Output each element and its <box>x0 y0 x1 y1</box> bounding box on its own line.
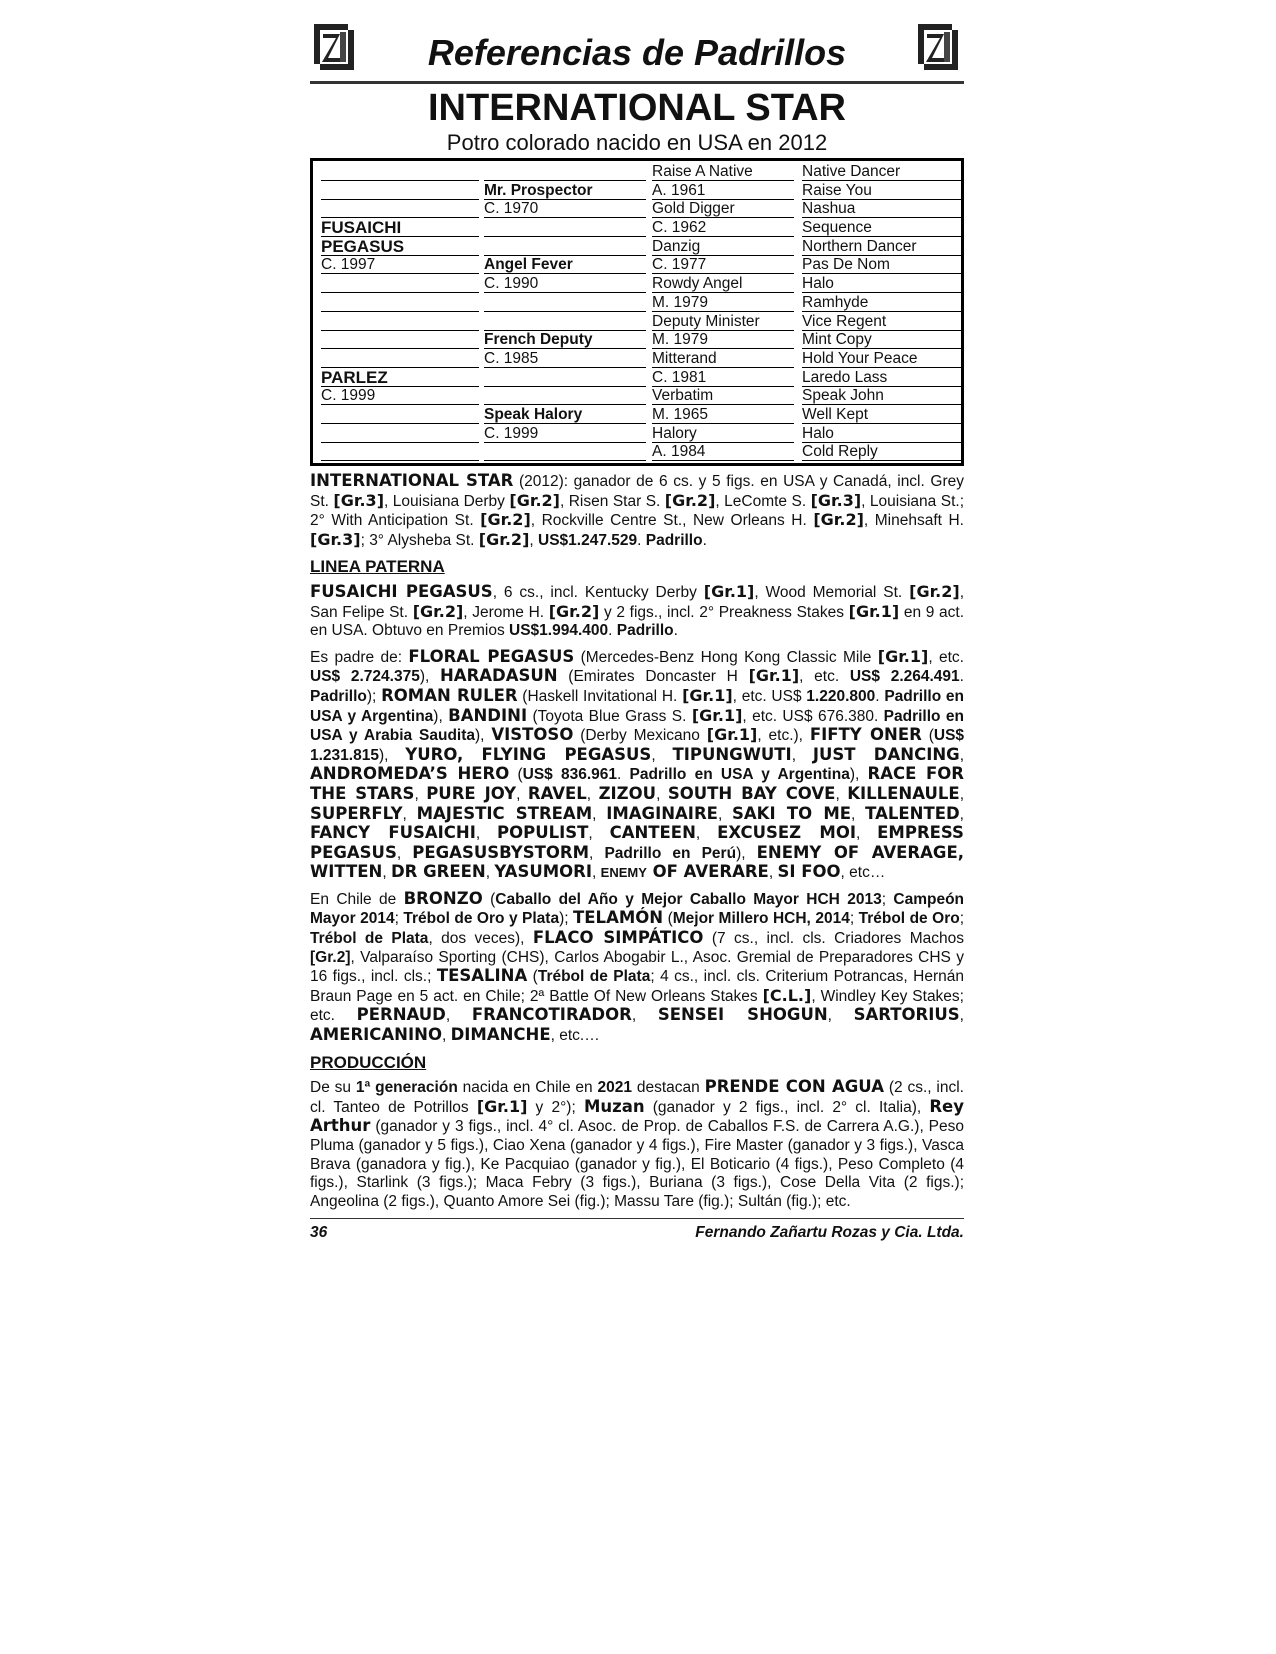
pedigree-cell-c2 <box>484 294 646 312</box>
chile-paragraph: En Chile de BRONZO (Caballo del Año y Mejor Caballo Mayor HCH 2013; Campeón Mayor 2014; Trébol de Oro y Plata); TELAMÓN (Mejor Millero HCH, 2014; Trébol de Oro; Trébol de Plata, dos veces), FLACO SIMPÁTICO (7 cs., incl. cls. Criadores Machos [Gr.2], Valparaíso Sporting (CHS), Carlos Abogabir L., Asoc. Gremial de Preparadores CHS y 16 figs., incl. cls.; TESALINA (Trébol de Plata; 4 cs., incl. cls. Criterium Potrancas, Hernán Braun Page en 5 act. en Chile; 2ª Battle Of New Orleans Stakes [C.L.], Windley Key Stakes; etc. PERNAUD, FRANCOTIRADOR, SENSEI SHOGUN, SARTORIUS, AMERICANINO, DIMANCHE, etc.… <box>310 888 965 1045</box>
pedigree-cell-c3: A. 1961 <box>652 182 794 200</box>
produce-paragraph: Es padre de: FLORAL PEGASUS (Mercedes-Benz Hong Kong Classic Mile [Gr.1], etc. US$ 2.724.375), HARADASUN (Emirates Doncaster H [Gr.1], etc. US$ 2.264.491. Padrillo); ROMAN RULER (Haskell Invitational H. [Gr.1], etc. US$ 1.220.800. Padrillo en USA y Argentina), BANDINI (Toyota Blue Grass S. [Gr.1], etc. US$ 676.380. Padrillo en USA y Arabia Saudita), VISTOSO (Derby Mexicano [Gr.1], etc.), FIFTY ONER (US$ 1.231.815), YURO, FLYING PEGASUS, TIPUNGWUTI, JUST DANCING, ANDROMEDA’S HERO (US$ 836.961. Padrillo en USA y Argentina), RACE FOR THE STARS, PURE JOY, RAVEL, ZIZOU, SOUTH BAY COVE, KILLENAULE, SUPERFLY, MAJESTIC STREAM, IMAGINAIRE, SAKI TO ME, TALENTED, FANCY FUSAICHI, POPULIST, CANTEEN, EXCUSEZ MOI, EMPRESS PEGASUS, PEGASUSBYSTORM, Padrillo en Perú), ENEMY OF AVERAGE, WITTEN, DR GREEN, YASUMORI, ENEMY OF AVERARE, SI FOO, etc… <box>310 646 965 882</box>
pedigree-cell-c2 <box>484 238 646 256</box>
pedigree-cell-c4: Halo <box>802 275 962 293</box>
pedigree-cell-c1 <box>321 443 479 461</box>
fz-logo-icon <box>914 22 964 74</box>
pedigree-cell-c1: C. 1997 <box>321 256 479 274</box>
pedigree-row <box>321 238 961 257</box>
pedigree-cell-c3: A. 1984 <box>652 443 794 461</box>
pedigree-cell-c1 <box>321 313 479 331</box>
pedigree-cell-c2 <box>484 313 646 331</box>
pedigree-cell-c4: Raise You <box>802 182 962 200</box>
pedigree-cell-c4: Speak John <box>802 387 962 405</box>
section-title-produccion: PRODUCCIÓN <box>310 1052 427 1072</box>
pedigree-row <box>321 219 961 238</box>
pedigree-cell-c2: C. 1970 <box>484 200 646 218</box>
page-footer <box>310 1224 964 1242</box>
pedigree-cell-c2 <box>484 369 646 387</box>
pedigree-cell-c4: Mint Copy <box>802 331 962 349</box>
sire-paragraph: FUSAICHI PEGASUS, 6 cs., incl. Kentucky Derby [Gr.1], Wood Memorial St. [Gr.2], San Felipe St. [Gr.2], Jerome H. [Gr.2] y 2 figs., incl. 2° Preakness Stakes [Gr.1] en 9 act. en USA. Obtuvo en Premios US$1.994.400. Padrillo. <box>310 581 965 640</box>
pedigree-cell-c1 <box>321 294 479 312</box>
page-number: 36 <box>310 1224 328 1242</box>
pedigree-cell-c4: Vice Regent <box>802 313 962 331</box>
pedigree-cell-c2: Mr. Prospector <box>484 182 646 200</box>
pedigree-cell-c4: Cold Reply <box>802 443 962 461</box>
pedigree-cell-c2: C. 1990 <box>484 275 646 293</box>
pedigree-cell-c3: C. 1981 <box>652 369 794 387</box>
pedigree-cell-c3: Raise A Native <box>652 163 794 181</box>
company-name: Fernando Zañartu Rozas y Cia. Ltda. <box>695 1224 964 1242</box>
pedigree-cell-c1: PEGASUS <box>321 238 479 256</box>
pedigree-cell-c4: Hold Your Peace <box>802 350 962 368</box>
pedigree-cell-c3: C. 1977 <box>652 256 794 274</box>
horse-subtitle: Potro colorado nacido en USA en 2012 <box>446 130 828 155</box>
pedigree-cell-c1 <box>321 425 479 443</box>
pedigree-cell-c1: FUSAICHI <box>321 219 479 237</box>
pedigree-cell-c1: C. 1999 <box>321 387 479 405</box>
pedigree-cell-c3: M. 1979 <box>652 294 794 312</box>
header-title: Referencias de Padrillos <box>427 32 847 73</box>
pedigree-cell-c2: C. 1985 <box>484 350 646 368</box>
pedigree-cell-c3: Halory <box>652 425 794 443</box>
pedigree-cell-c1 <box>321 350 479 368</box>
pedigree-row <box>321 369 961 388</box>
intro-paragraph: INTERNATIONAL STAR (2012): ganador de 6 cs. y 5 figs. en USA y Canadá, incl. Grey St. [Gr.3], Louisiana Derby [Gr.2], Risen Star S. [Gr.2], LeComte S. [Gr.3], Louisiana St.; 2° With Anticipation St. [Gr.2], Rockville Centre St., New Orleans H. [Gr.2], Minehsaft H. [Gr.3]; 3° Alysheba St. [Gr.2], US$1.247.529. Padrillo. <box>310 471 965 549</box>
pedigree-cell-c2: C. 1999 <box>484 425 646 443</box>
pedigree-cell-c3: Rowdy Angel <box>652 275 794 293</box>
pedigree-cell-c3: Danzig <box>652 238 794 256</box>
pedigree-row <box>321 443 961 462</box>
pedigree-row <box>321 275 961 294</box>
page <box>310 22 964 1242</box>
horse-name: INTERNATIONAL STAR <box>428 87 846 129</box>
pedigree-cell-c3: C. 1962 <box>652 219 794 237</box>
pedigree-cell-c4: Sequence <box>802 219 962 237</box>
pedigree-cell-c2 <box>484 163 646 181</box>
pedigree-row <box>321 350 961 369</box>
pedigree-row <box>321 256 961 275</box>
pedigree-cell-c3: Mitterand <box>652 350 794 368</box>
page-header <box>310 22 964 82</box>
pedigree-cell-c2: French Deputy <box>484 331 646 349</box>
header-rule <box>310 81 964 84</box>
pedigree-row <box>321 182 961 201</box>
pedigree-row <box>321 294 961 313</box>
pedigree-cell-c4: Native Dancer <box>802 163 962 181</box>
pedigree-cell-c2: Angel Fever <box>484 256 646 274</box>
pedigree-cell-c4: Ramhyde <box>802 294 962 312</box>
pedigree-cell-c4: Halo <box>802 425 962 443</box>
pedigree-cell-c1: PARLEZ <box>321 369 479 387</box>
pedigree-cell-c3: Gold Digger <box>652 200 794 218</box>
pedigree-cell-c2 <box>484 443 646 461</box>
pedigree-row <box>321 331 961 350</box>
section-title-linea-paterna: LINEA PATERNA <box>310 557 445 577</box>
pedigree-cell-c3: Verbatim <box>652 387 794 405</box>
pedigree-cell-c1 <box>321 406 479 424</box>
horse-name-inline: INTERNATIONAL STAR <box>310 471 514 490</box>
production-paragraph: De su 1ª generación nacida en Chile en 2021 destacan PRENDE CON AGUA (2 cs., incl. cl. Tanteo de Potrillos [Gr.1] y 2°); Muzan (ganador y 2 figs., incl. 2° cl. Italia), Rey Arthur (ganador y 3 figs., incl. 4° cl. Asoc. de Prop. de Caballos F.S. de Carrera A.G.), Peso Pluma (ganador y 5 figs.), Ciao Xena (ganador y 4 figs.), Fire Master (ganador y 3 figs.), Vasca Brava (ganadora y fig.), Ke Pacquiao (ganador y fig.), El Boticario (4 figs.), Peso Completo (4 figs.), Starlink (3 figs.); Maca Febry (3 figs.), Buriana (3 figs.), Cose Della Vita (2 figs.); Angeolina (2 figs.), Quanto Amore Sei (fig.); Massu Tare (fig.); Sultán (fig.); etc. <box>310 1077 964 1210</box>
pedigree-row <box>321 163 961 182</box>
pedigree-cell-c2 <box>484 219 646 237</box>
pedigree-cell-c4: Northern Dancer <box>802 238 962 256</box>
pedigree-row <box>321 406 961 425</box>
pedigree-cell-c3: M. 1965 <box>652 406 794 424</box>
pedigree-cell-c1 <box>321 331 479 349</box>
pedigree-row <box>321 313 961 332</box>
pedigree-cell-c4: Pas De Nom <box>802 256 962 274</box>
article-body <box>310 472 964 1211</box>
footer-rule <box>310 1218 964 1219</box>
pedigree-cell-c1 <box>321 182 479 200</box>
pedigree-cell-c3: M. 1979 <box>652 331 794 349</box>
pedigree-cell-c4: Well Kept <box>802 406 962 424</box>
pedigree-cell-c1 <box>321 163 479 181</box>
pedigree-cell-c2: Speak Halory <box>484 406 646 424</box>
pedigree-cell-c4: Laredo Lass <box>802 369 962 387</box>
pedigree-table <box>310 158 964 466</box>
pedigree-row <box>321 387 961 406</box>
pedigree-cell-c1 <box>321 275 479 293</box>
pedigree-cell-c3: Deputy Minister <box>652 313 794 331</box>
pedigree-cell-c4: Nashua <box>802 200 962 218</box>
pedigree-cell-c1 <box>321 200 479 218</box>
pedigree-row <box>321 425 961 444</box>
pedigree-row <box>321 200 961 219</box>
pedigree-cell-c2 <box>484 387 646 405</box>
